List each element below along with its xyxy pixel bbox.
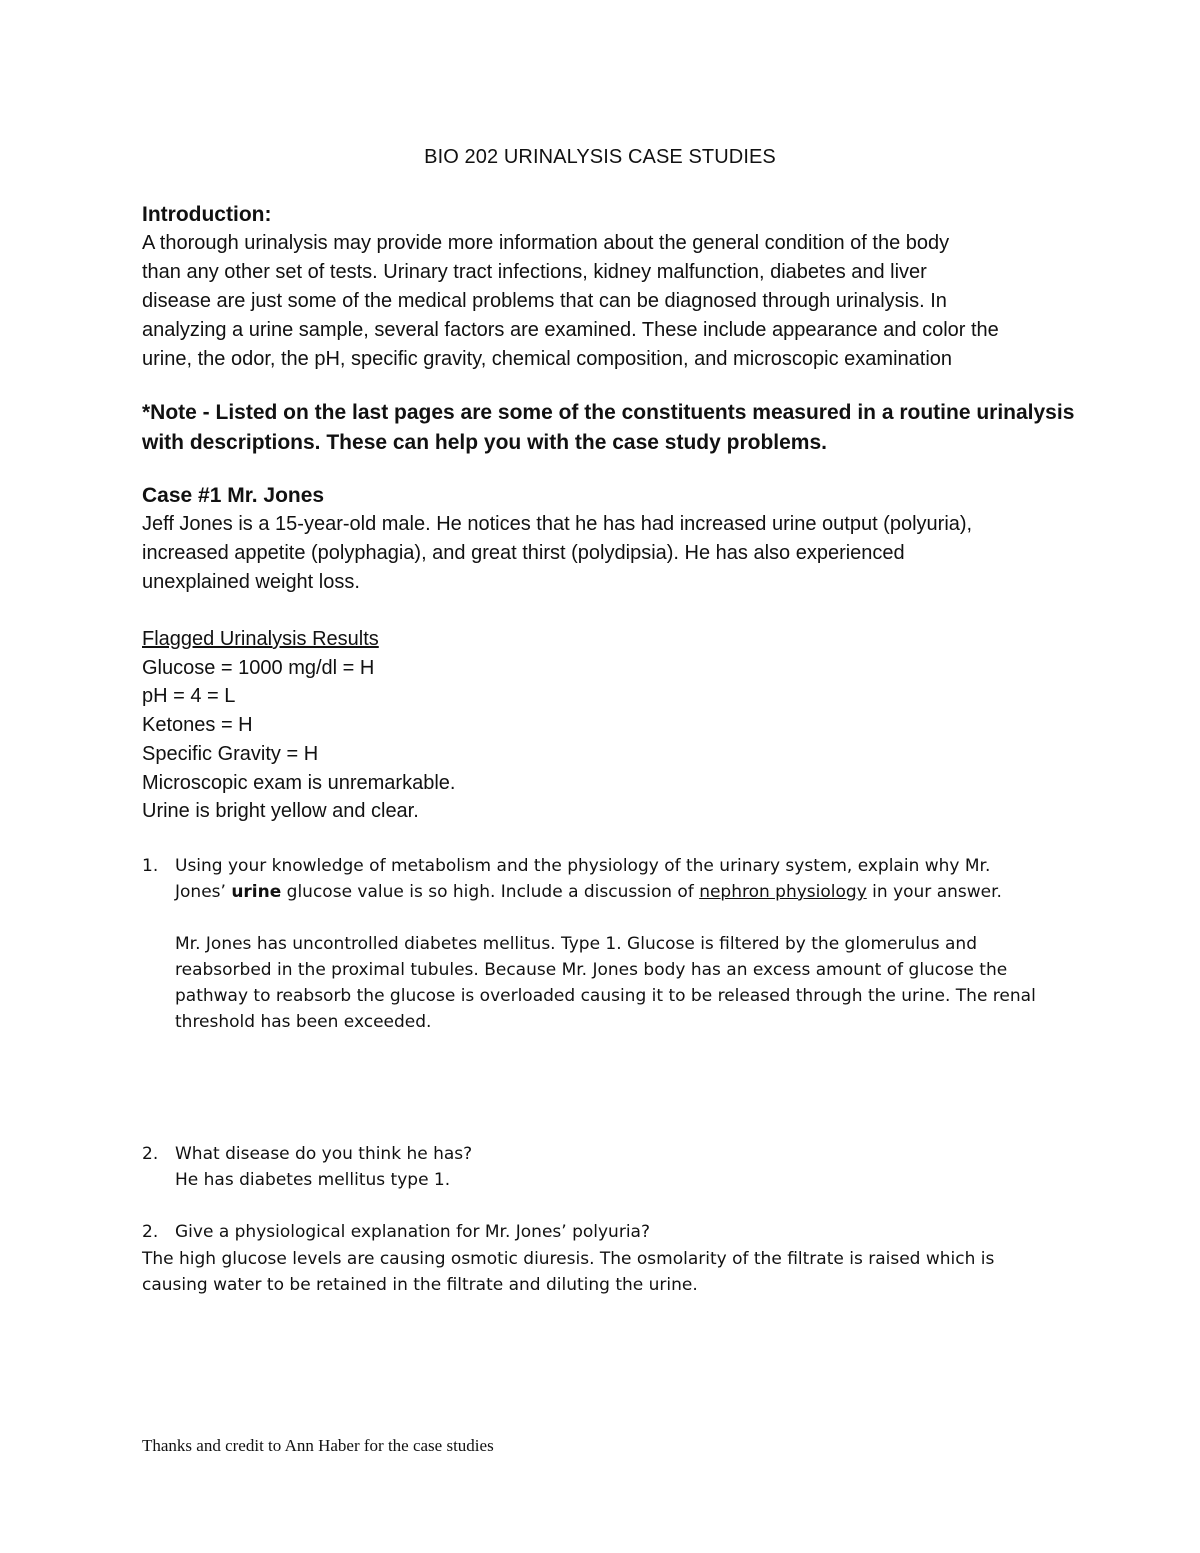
result-item: pH = 4 = L: [142, 685, 236, 708]
question-1-body: [175, 853, 1055, 1035]
introduction-section: [142, 200, 1062, 374]
answer-3-line: causing water to be retained in the filtrate and diluting the urine.: [142, 1275, 698, 1295]
case-heading: Case #1 Mr. Jones: [142, 484, 325, 507]
question-3-block: [142, 1219, 1072, 1309]
result-item: Ketones = H: [142, 714, 253, 737]
question-2-block: [142, 1141, 1072, 1201]
question-1-block: [142, 853, 1072, 1033]
question-3-number: 2.: [142, 1222, 159, 1242]
question-1-text: in your answer.: [866, 882, 1002, 902]
answer-1-line: threshold has been exceeded.: [175, 1012, 432, 1032]
result-item: Urine is bright yellow and clear.: [142, 800, 419, 823]
answer-1-line: reabsorbed in the proximal tubules. Because Mr. Jones body has an excess amount of glucose the: [175, 960, 1008, 980]
question-1-line: [175, 879, 1055, 905]
answer-3-line: The high glucose levels are causing osmotic diuresis. The osmolarity of the filtrate is raised which is: [142, 1249, 995, 1269]
question-1-underlined-text: nephron physiology: [699, 882, 867, 902]
note-line: *Note - Listed on the last pages are some of the constituents measured in a routine urinalysis: [142, 401, 1075, 424]
results-heading: Flagged Urinalysis Results: [142, 628, 379, 650]
question-1-text: glucose value is so high. Include a discussion of: [281, 882, 700, 902]
result-item: Microscopic exam is unremarkable.: [142, 771, 456, 794]
result-item: Glucose = 1000 mg/dl = H: [142, 656, 375, 679]
question-3-text: Give a physiological explanation for Mr. Jones’ polyuria?: [175, 1222, 650, 1242]
note-section: [142, 398, 1082, 458]
introduction-line: urine, the odor, the pH, specific gravity, chemical composition, and microscopic examination: [142, 348, 953, 370]
question-1-number: 1.: [142, 856, 159, 876]
case-line: increased appetite (polyphagia), and great thirst (polydipsia). He has also experienced: [142, 542, 905, 564]
note-line: with descriptions. These can help you with the case study problems.: [142, 431, 827, 454]
question-2-body: [175, 1141, 1055, 1193]
question-1-line: Using your knowledge of metabolism and the physiology of the urinary system, explain why Mr.: [175, 856, 991, 876]
spacer: [175, 905, 1055, 931]
question-1-bold-text: urine: [231, 882, 282, 902]
question-1-text: Jones’: [175, 882, 232, 902]
answer-1-line: Mr. Jones has uncontrolled diabetes mellitus. Type 1. Glucose is filtered by the glomerulus and: [175, 934, 977, 954]
introduction-line: A thorough urinalysis may provide more information about the general condition of the body: [142, 232, 950, 254]
introduction-heading: Introduction:: [142, 203, 272, 226]
question-2-number: 2.: [142, 1144, 159, 1164]
introduction-line: analyzing a urine sample, several factors are examined. These include appearance and color the: [142, 319, 999, 341]
document-title: BIO 202 URINALYSIS CASE STUDIES: [424, 146, 776, 168]
answer-2-text: He has diabetes mellitus type 1.: [175, 1170, 451, 1190]
case-section: [142, 481, 1062, 597]
footer-credit: Thanks and credit to Ann Haber for the case studies: [142, 1436, 494, 1455]
question-2-text: What disease do you think he has?: [175, 1144, 473, 1164]
result-item: Specific Gravity = H: [142, 742, 319, 765]
case-line: Jeff Jones is a 15-year-old male. He notices that he has had increased urine output (polyuria),: [142, 513, 973, 535]
results-section: [142, 625, 842, 826]
introduction-line: than any other set of tests. Urinary tract infections, kidney malfunction, diabetes and liver: [142, 261, 927, 283]
answer-3-body: [142, 1246, 1072, 1298]
case-line: unexplained weight loss.: [142, 571, 360, 593]
introduction-line: disease are just some of the medical problems that can be diagnosed through urinalysis. In: [142, 290, 947, 312]
answer-1-line: pathway to reabsorb the glucose is overloaded causing it to be released through the urine. The renal: [175, 986, 1036, 1006]
